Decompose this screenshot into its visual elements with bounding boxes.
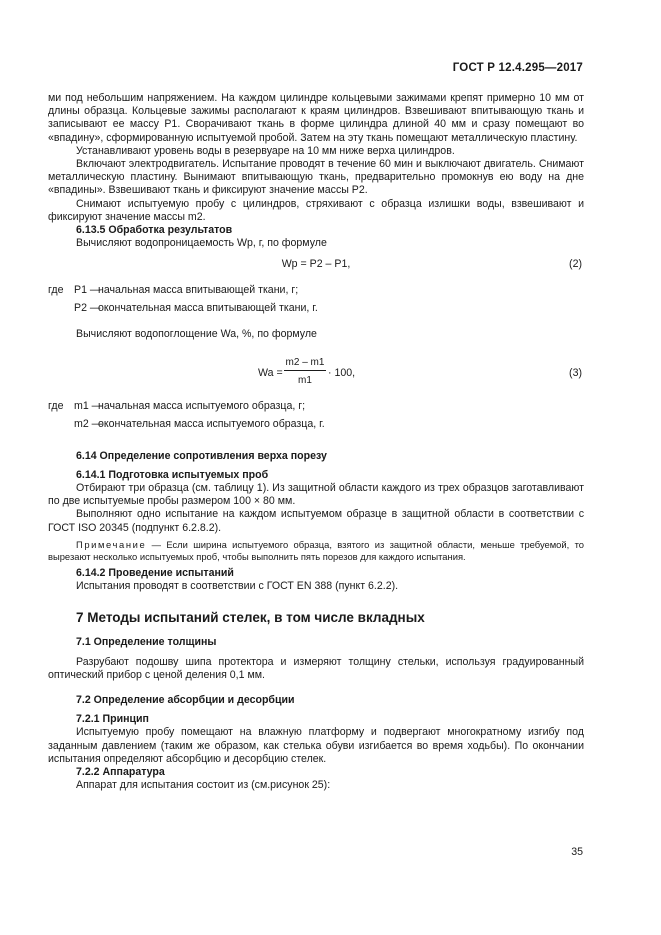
formula-2-number: (2) <box>569 258 582 271</box>
legend-row <box>48 418 584 432</box>
heading-7-2: 7.2 Определение абсорбции и десорбции <box>76 694 295 707</box>
formula-3 <box>48 356 584 392</box>
formula-2 <box>48 258 584 278</box>
paragraph-remove-sample: Снимают испытуемую пробу с цилиндров, стряхивают с образца излишки воды, взвешивают и фиксируют значение массы m2. <box>48 197 584 223</box>
paragraph-permeability: Вычисляют водопроницаемость Wp, г, по формуле <box>76 237 327 250</box>
heading-6-14-1: 6.14.1 Подготовка испытуемых проб <box>76 468 269 481</box>
paragraph-water-level: Устанавливают уровень воды в резервуаре на 10 мм ниже верха цилиндров. <box>76 144 455 157</box>
document-code: ГОСТ Р 12.4.295—2017 <box>452 62 583 74</box>
formula-3-lhs: Wa = <box>258 366 283 379</box>
paragraph-apparatus: Аппарат для испытания состоит из (см.рисунок 25): <box>76 779 331 792</box>
page-body <box>48 92 584 793</box>
paragraph-test-procedure: Испытания проводят в соответствии с ГОСТ EN 388 (пункт 6.2.2). <box>76 580 399 593</box>
heading-7-1: 7.1 Определение толщины <box>76 636 217 649</box>
legend-text: окончательная масса впитывающей ткани, г. <box>98 302 318 315</box>
note-text: — Если ширина испытуемого образца, взятого из защитной области, меньше требуемой, то вырезают несколько испытуемых проб, чтобы выполнить пять порезов для каждого испытания. <box>48 538 584 562</box>
legend-row <box>48 302 584 316</box>
formula-3-number: (3) <box>569 366 582 379</box>
legend-symbol: m2 — <box>74 417 103 430</box>
legend-text: окончательная масса испытуемого образца, г. <box>98 417 325 430</box>
legend-symbol: P2 — <box>74 302 101 315</box>
legend-where: где <box>48 399 64 412</box>
heading-7-2-2: 7.2.2 Аппаратура <box>76 766 165 779</box>
heading-section-7: 7 Методы испытаний стелек, в том числе вкладных <box>76 610 425 626</box>
heading-6-13-5: 6.13.5 Обработка результатов <box>76 224 233 237</box>
heading-6-14: 6.14 Определение сопротивления верха порезу <box>76 449 327 462</box>
paragraph-one-test: Выполняют одно испытание на каждом испытуемом образце в защитной области в соответствии с ГОСТ ISO 20345 (подпункт 6.2.8.2). <box>48 508 584 534</box>
paragraph-absorption: Вычисляют водопоглощение Wa, %, по формуле <box>76 328 317 341</box>
paragraph-select-samples: Отбирают три образца (см. таблицу 1). Из защитной области каждого из трех образцов заготавливают по две испытуемые пробы размером 100 × 80 мм. <box>48 482 584 508</box>
paragraph-motor: Включают электродвигатель. Испытание проводят в течение 60 мин и выключают двигатель. Снимают металлическую пластину. Вынимают впитывающую ткань, предварительно промокнув ею воду на дне «впадины». Взвешивают ткань и фиксируют значение массы P2. <box>48 158 584 197</box>
paragraph-thickness: Разрубают подошву шипа протектора и измеряют толщину стельки, используя градуированный оптический прибор с ценой деления 0,1 мм. <box>48 655 584 681</box>
legend-text: начальная масса впитывающей ткани, г; <box>98 284 299 297</box>
legend-symbol: P1 — <box>74 284 101 297</box>
legend-where: где <box>48 284 64 297</box>
paragraph-continuation: ми под небольшим напряжением. На каждом цилиндре кольцевыми зажимами крепят примерно 10 мм от длины образца. Кольцевые зажимы располагают к краям цилиндров. Взвешивают впитывающую ткань и записывают ее массу P1. Сворачивают ткань в форме цилиндра длиной 40 мм и сразу помещают во «впадину», сформированную испытуемой пробой. Затем на эту ткань помещают металлическую пластину. <box>48 92 584 144</box>
formula-3-denominator: m1 <box>298 374 312 386</box>
legend-row <box>48 400 584 414</box>
note <box>48 539 584 563</box>
page-number: 35 <box>571 846 583 858</box>
heading-7-2-1: 7.2.1 Принцип <box>76 713 149 726</box>
formula-2-expression: Wp = P2 – P1, <box>281 258 351 271</box>
note-label: Примечание <box>76 538 147 550</box>
legend-row <box>48 284 584 298</box>
formula-3-numerator: m2 – m1 <box>284 356 326 371</box>
paragraph-principle: Испытуемую пробу помещают на влажную платформу и подвергают многократному изгибу под заданным давлением (таким же образом, как стелька обуви изгибается во время ходьбы). По окончании испытания определяют абсорбцию и десорбцию стелек. <box>48 726 584 765</box>
heading-6-14-2: 6.14.2 Проведение испытаний <box>76 566 234 579</box>
legend-text: начальная масса испытуемого образца, г; <box>98 399 306 412</box>
formula-3-rhs: · 100, <box>328 366 356 379</box>
legend-symbol: m1 — <box>74 399 103 412</box>
formula-3-fraction <box>284 356 326 387</box>
